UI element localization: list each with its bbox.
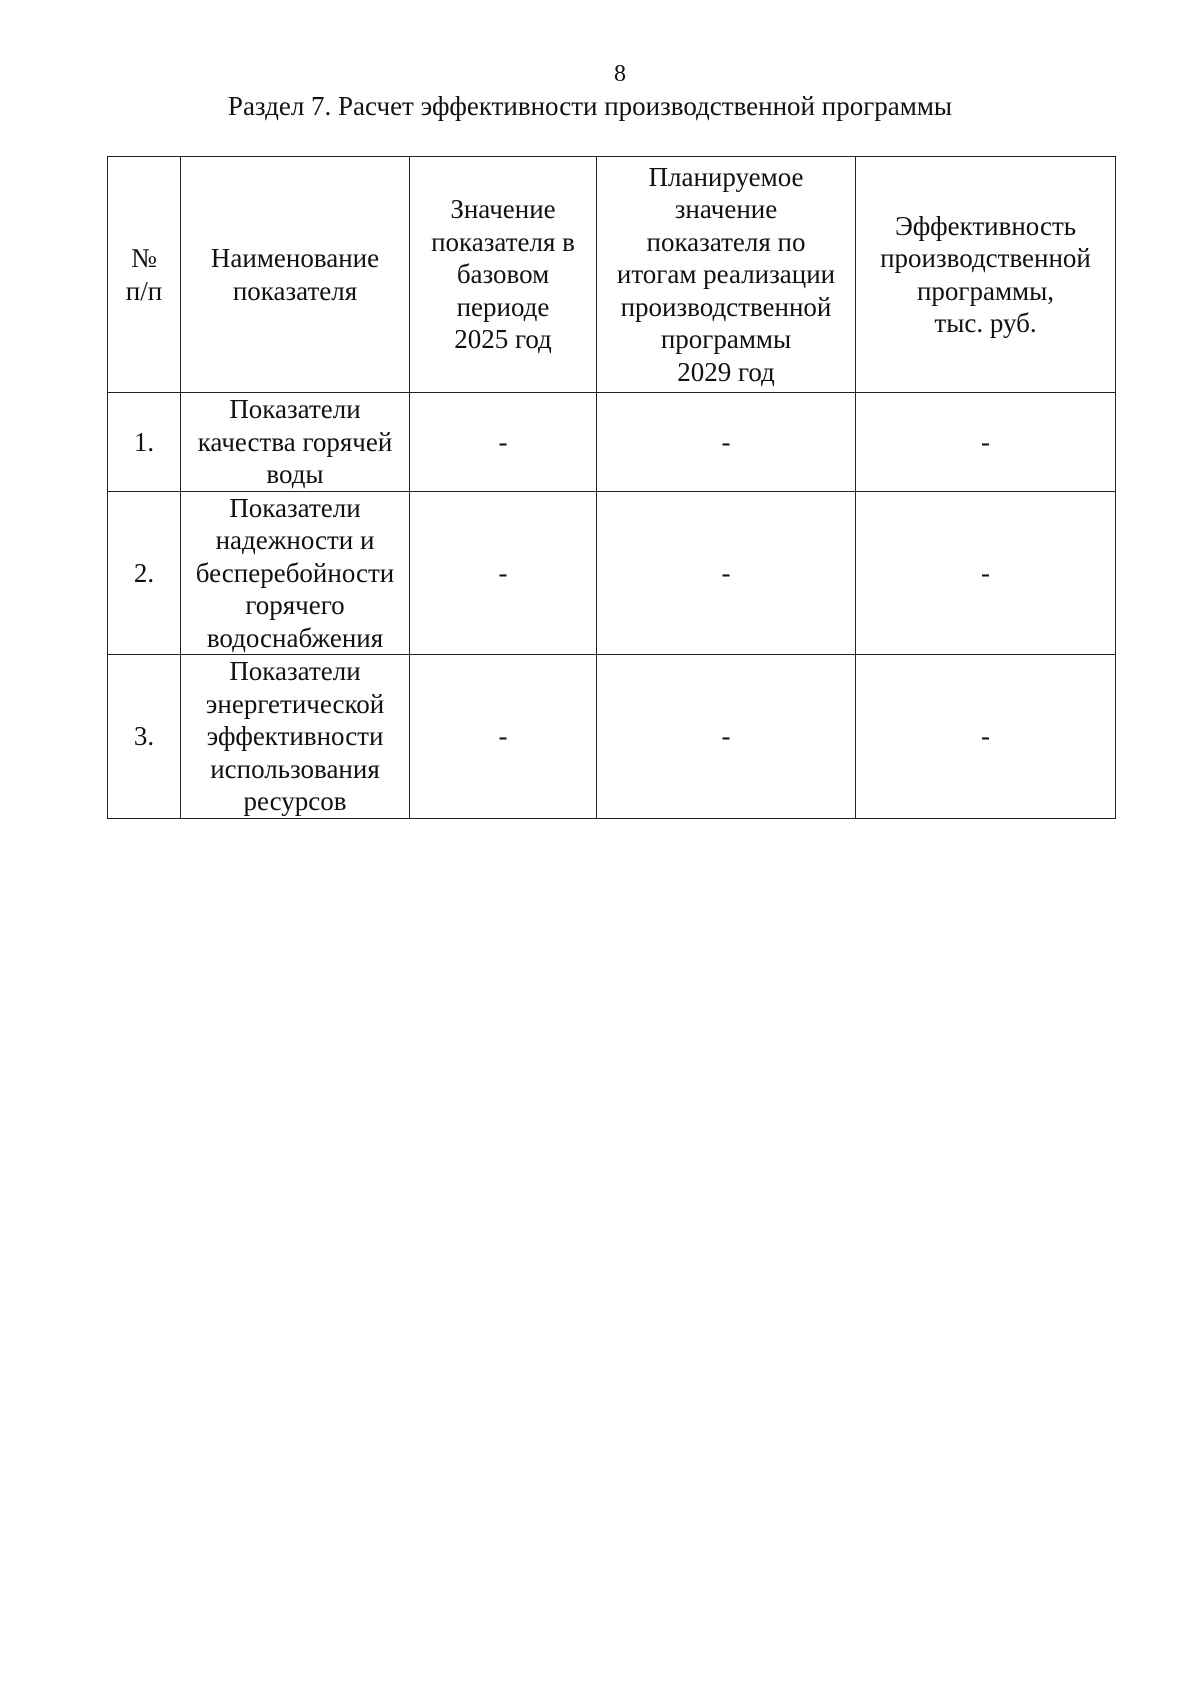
row-eff-cell: - [856, 491, 1116, 655]
header-name-text: Наименование показателя [210, 243, 380, 306]
page-number: 8 [614, 61, 626, 87]
header-eff-text: Эффективность производственной программы, тыс. руб. [880, 210, 1091, 338]
header-cell-name [181, 157, 410, 393]
row-name-cell [181, 491, 410, 655]
row-num-cell: 3. [108, 655, 181, 819]
row-base-cell: - [410, 655, 597, 819]
row-base-cell: - [410, 393, 597, 492]
efficiency-table [107, 156, 1116, 819]
row-name-text: Показатели энергетической эффективности использования ресурсов [205, 656, 385, 816]
row-plan-cell: - [597, 655, 856, 819]
row-num-cell: 2. [108, 491, 181, 655]
table-header-row [108, 157, 1116, 393]
row-name-cell [181, 655, 410, 819]
table-row [108, 491, 1116, 655]
row-eff-cell: - [856, 393, 1116, 492]
header-cell-base [410, 157, 597, 393]
row-eff-cell: - [856, 655, 1116, 819]
row-plan-cell: - [597, 491, 856, 655]
table-row [108, 655, 1116, 819]
header-cell-plan [597, 157, 856, 393]
row-plan-cell: - [597, 393, 856, 492]
row-name-text: Показатели качества горячей воды [197, 394, 393, 489]
row-name-cell [181, 393, 410, 492]
header-cell-num [108, 157, 181, 393]
row-num-cell: 1. [108, 393, 181, 492]
header-plan-text: Планируемое значение показателя по итогам реализации производственной программы 2029 год [616, 161, 836, 387]
header-cell-eff [856, 157, 1116, 393]
row-base-cell: - [410, 491, 597, 655]
header-num-text: № п/п [125, 243, 163, 306]
section-title: Раздел 7. Расчет эффективности производственной программы [227, 91, 953, 121]
header-base-text: Значение показателя в базовом периоде 2025 год [431, 194, 575, 355]
row-name-text: Показатели надежности и бесперебойности горячего водоснабжения [195, 492, 395, 653]
table-row [108, 393, 1116, 492]
